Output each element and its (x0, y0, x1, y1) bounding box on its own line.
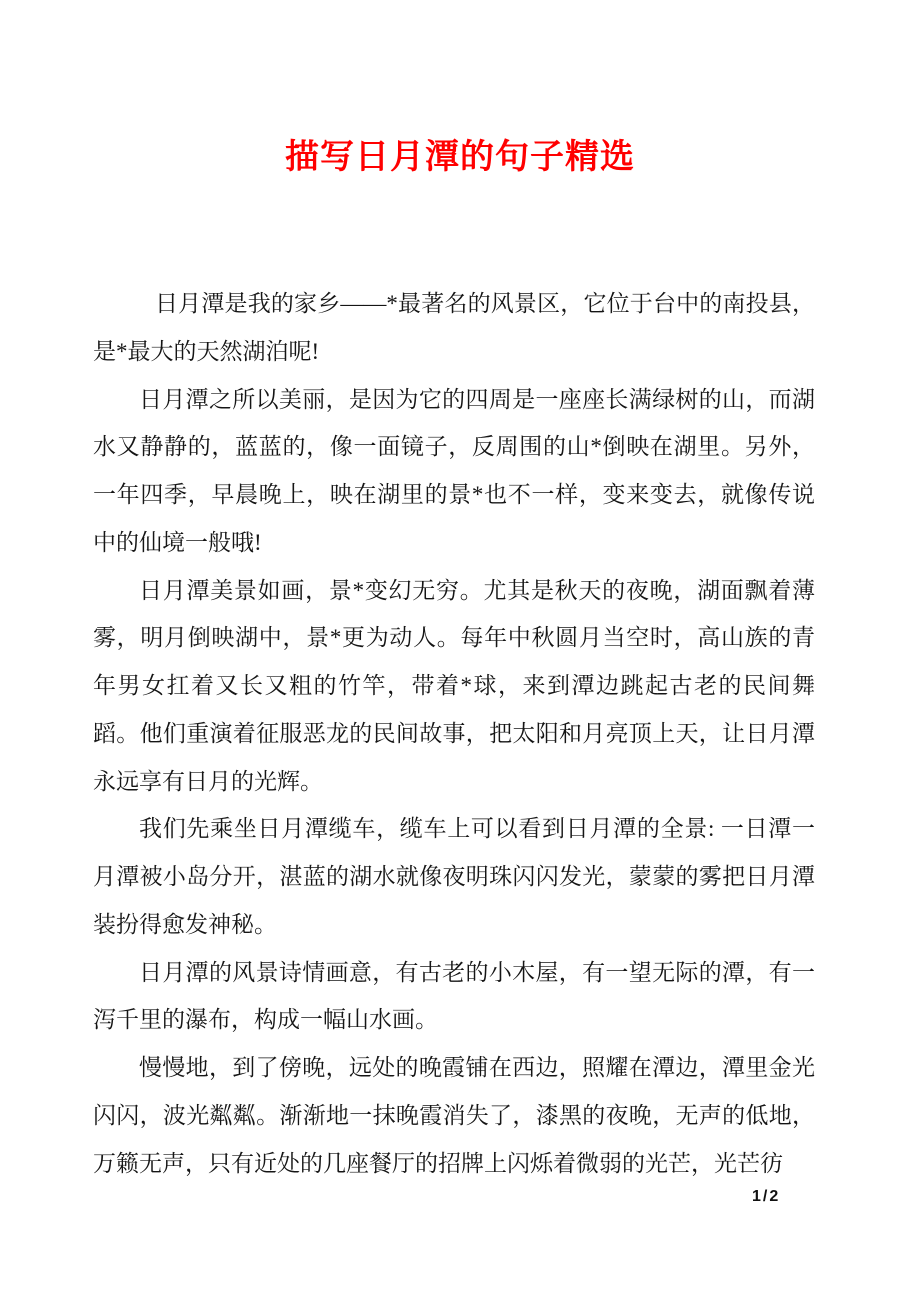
paragraph: 日月潭的风景诗情画意，有古老的小木屋，有一望无际的潭，有一泻千里的瀑布，构成一幅山水画。 (93, 959, 815, 1033)
paragraph: 日月潭是我的家乡——*最著名的风景区，它位于台中的南投县，是*最大的天然湖泊呢! (93, 291, 815, 364)
paragraph: 慢慢地，到了傍晚，远处的晚霞铺在西边，照耀在潭边，潭里金光闪闪，波光粼粼。渐渐地一抹晚霞消失了，漆黑的夜晚，无声的低地，万籁无声，只有近处的几座餐厅的招牌上闪烁着微弱的光芒，光芒彷 (93, 1055, 815, 1176)
document-body (93, 280, 815, 1187)
document-title: 描写日月潭的句子精选 (285, 139, 635, 176)
page-number: 1/2 (752, 1188, 781, 1205)
paragraph: 我们先乘坐日月潭缆车，缆车上可以看到日月潭的全景: 一日潭一月潭被小岛分开，湛蓝的湖水就像夜明珠闪闪发光，蒙蒙的雾把日月潭装扮得愈发神秘。 (93, 816, 815, 937)
paragraph: 日月潭之所以美丽，是因为它的四周是一座座长满绿树的山，而湖水又静静的，蓝蓝的，像一面镜子，反周围的山*倒映在湖里。另外，一年四季，早晨晚上，映在湖里的景*也不一样，变来变去，就像传说中的仙境一般哦! (93, 386, 815, 555)
paragraph: 日月潭美景如画，景*变幻无穷。尤其是秋天的夜晚，湖面飘着薄雾，明月倒映湖中，景*更为动人。每年中秋圆月当空时，高山族的青年男女扛着又长又粗的竹竿，带着*球，来到潭边跳起古老的民间舞蹈。他们重演着征服恶龙的民间故事，把太阳和月亮顶上天，让日月潭永远享有日月的光辉。 (93, 577, 815, 794)
